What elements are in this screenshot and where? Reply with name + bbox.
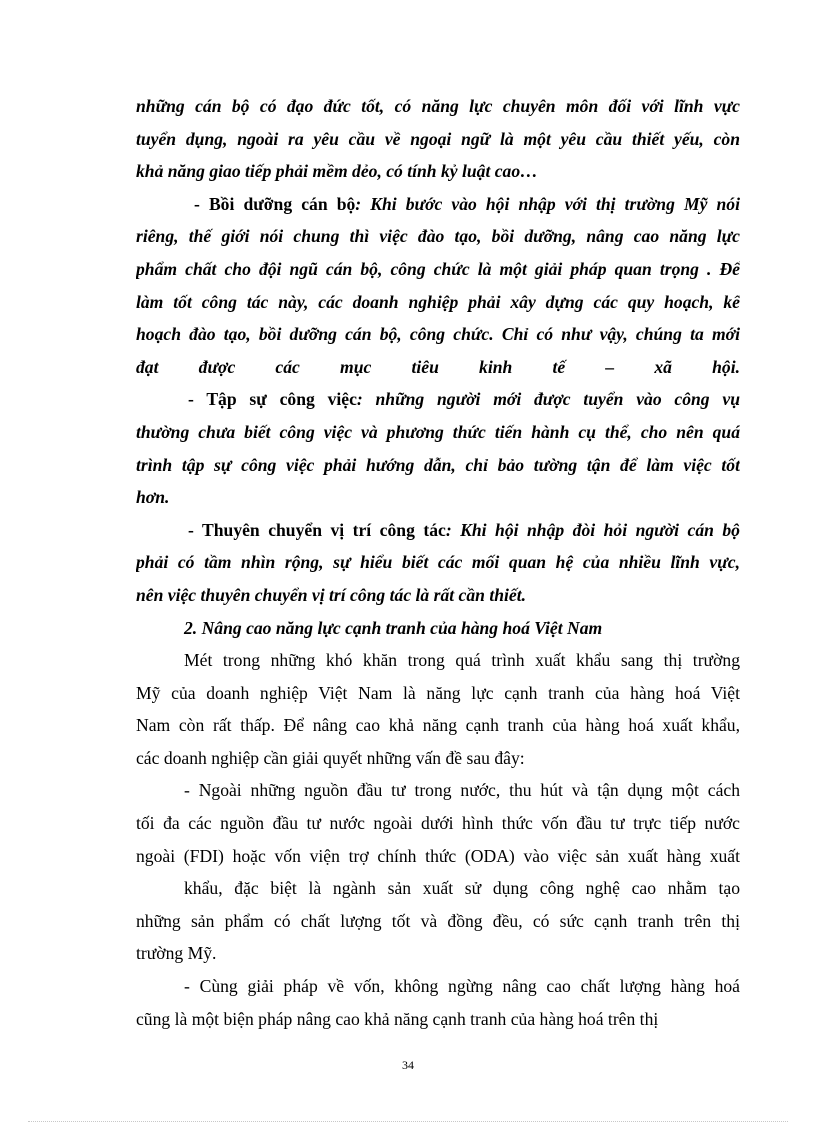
section-label: - Tập sự công việc: [188, 389, 357, 410]
section-label: - Thuyên chuyển vị trí công tác: [188, 519, 446, 540]
text-line: những cán bộ có đạo đức tốt, có năng lực chuyên môn đối với lĩnh vực: [136, 96, 740, 116]
text-line: riêng, thế giới nói chung thì việc đào tạo, bồi dưỡng, nâng cao năng lực: [136, 226, 740, 247]
text-span: : Khi hội nhập đòi hỏi người cán bộ: [445, 519, 740, 540]
section-heading: 2. Nâng cao năng lực cạnh tranh của hàng hoá Việt Nam: [184, 617, 603, 638]
paragraph-first-line: [136, 383, 740, 416]
text-line: đạt được các mục tiêu kinh tế – xã hội.: [136, 356, 740, 377]
text-line: khả năng giao tiếp phải mềm dẻo, có tính kỷ luật cao…: [136, 161, 538, 182]
text-line: thường chưa biết công việc và phương thức tiến hành cụ thể, cho nên quá: [136, 421, 740, 442]
text-line: hơn.: [136, 487, 170, 508]
text-line: tuyển dụng, ngoài ra yêu cầu về ngoại ngữ là một yêu cầu thiết yếu, còn: [136, 128, 740, 149]
text-span: : những người mới được tuyển vào công vụ: [356, 389, 740, 410]
text-line: những sản phẩm có chất lượng tốt và đồng đều, có sức cạnh tranh trên thị: [136, 910, 740, 931]
page-body: [136, 90, 740, 1035]
text-line: phẩm chất cho đội ngũ cán bộ, công chức là một giải pháp quan trọng . Để: [136, 258, 740, 279]
text-line: hoạch đào tạo, bồi dưỡng cán bộ, công chức. Chỉ có như vậy, chúng ta mới: [136, 324, 740, 345]
text-line: cũng là một biện pháp nâng cao khả năng cạnh tranh của hàng hoá trên thị: [136, 1008, 659, 1029]
text-line: - Ngoài những nguồn đầu tư trong nước, thu hút và tận dụng một cách: [184, 780, 740, 801]
text-line: Mét trong những khó khăn trong quá trình xuất khẩu sang thị trường: [184, 650, 740, 671]
text-line: làm tốt công tác này, các doanh nghiệp phải xây dựng các quy hoạch, kế: [136, 291, 740, 312]
text-span: : Khi bước vào hội nhập với thị trường Mỹ nói: [355, 193, 740, 214]
text-line: trình tập sự công việc phải hướng dẫn, chỉ bảo tường tận để làm việc tốt: [136, 454, 740, 475]
paragraph-first-line: [136, 188, 740, 221]
text-line: trường Mỹ.: [136, 943, 217, 964]
text-line: phải có tầm nhìn rộng, sự hiểu biết các mối quan hệ của nhiều lĩnh vực,: [136, 552, 740, 573]
text-line: khẩu, đặc biệt là ngành sản xuất sử dụng công nghệ cao nhằm tạo: [184, 878, 740, 899]
text-line: các doanh nghiệp cần giải quyết những vấn đề sau đây:: [136, 747, 525, 768]
page-bottom-divider: [28, 1121, 788, 1122]
page-number: 34: [402, 1058, 414, 1072]
section-label: - Bồi dưỡng cán bộ: [194, 193, 356, 214]
text-line: ngoài (FDI) hoặc vốn viện trợ chính thức (ODA) vào việc sản xuất hàng xuất: [136, 845, 740, 866]
text-line: tối đa các nguồn đầu tư nước ngoài dưới hình thức vốn đầu tư trực tiếp nước: [136, 813, 740, 834]
text-line: - Cùng giải pháp về vốn, không ngừng nâng cao chất lượng hàng hoá: [184, 976, 740, 997]
text-line: nên việc thuyên chuyển vị trí công tác là rất cần thiết.: [136, 584, 526, 605]
text-line: Nam còn rất thấp. Để nâng cao khả năng cạnh tranh của hàng hoá xuất khẩu,: [136, 715, 740, 736]
text-line: Mỹ của doanh nghiệp Việt Nam là năng lực cạnh tranh của hàng hoá Việt: [136, 682, 740, 703]
paragraph-first-line: [136, 514, 740, 547]
